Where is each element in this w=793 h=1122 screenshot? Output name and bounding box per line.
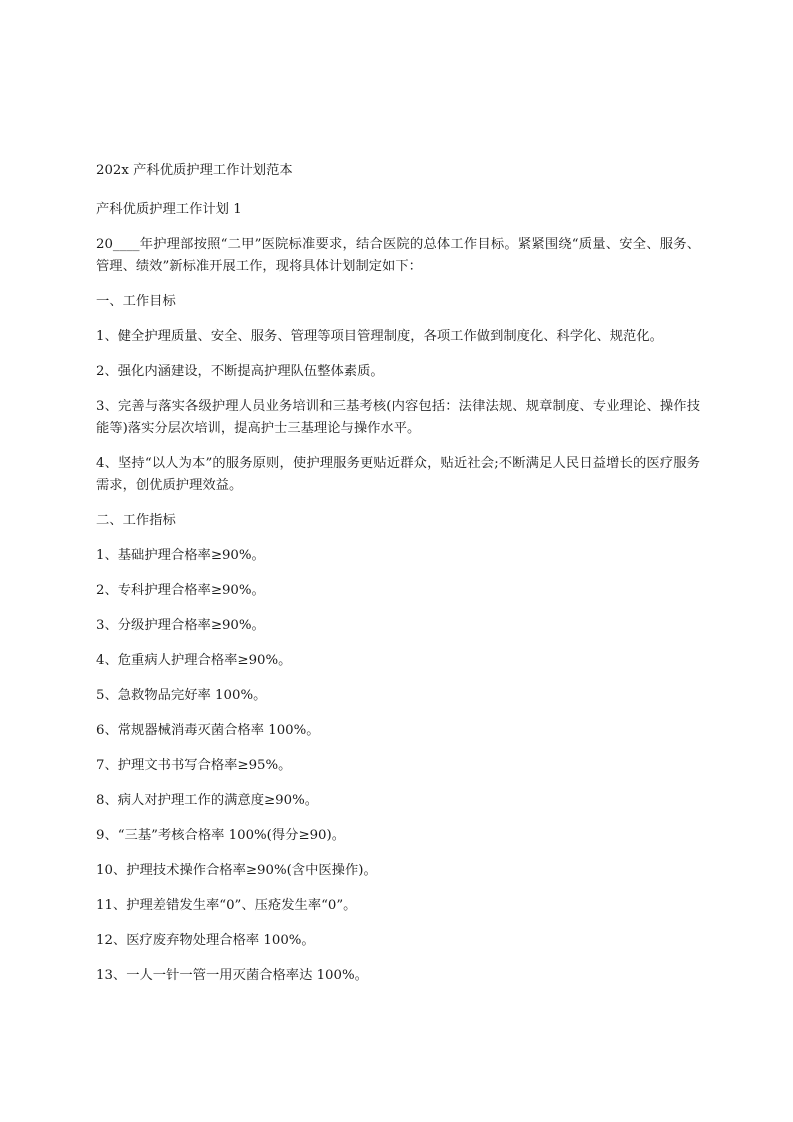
indicator-item: 4、危重病人护理合格率≥90%。 bbox=[96, 653, 292, 668]
indicator-item: 9、“三基”考核合格率 100%(得分≥90)。 bbox=[96, 828, 345, 843]
indicator-item: 13、一人一针一管一用灭菌合格率达 100%。 bbox=[96, 968, 368, 983]
goal-item: 2、强化内涵建设，不断提高护理队伍整体素质。 bbox=[96, 364, 384, 379]
goal-item: 1、健全护理质量、安全、服务、管理等项目管理制度，各项工作做到制度化、科学化、规范化。 bbox=[96, 329, 663, 344]
document-body bbox=[96, 160, 700, 1000]
intro-paragraph: 20____年护理部按照“二甲”医院标准要求，结合医院的总体工作目标。紧紧围绕“质量、安全、服务、管理、绩效”新标准开展工作，现将具体计划制定如下： bbox=[96, 237, 700, 274]
indicator-item: 1、基础护理合格率≥90%。 bbox=[96, 548, 265, 563]
indicator-item: 2、专科护理合格率≥90%。 bbox=[96, 583, 265, 598]
indicator-item: 10、护理技术操作合格率≥90%(含中医操作)。 bbox=[96, 863, 377, 878]
document-title: 202x 产科优质护理工作计划范本 bbox=[96, 163, 293, 178]
indicator-item: 8、病人对护理工作的满意度≥90%。 bbox=[96, 793, 319, 808]
indicator-item: 6、常规器械消毒灭菌合格率 100%。 bbox=[96, 723, 320, 738]
goal-item: 3、完善与落实各级护理人员业务培训和三基考核(内容包括：法律法规、规章制度、专业理论、操作技能等)落实分层次培训，提高护士三基理论与操作水平。 bbox=[96, 399, 700, 436]
indicator-item: 11、护理差错发生率“0”、压疮发生率“0”。 bbox=[96, 898, 357, 913]
indicator-item: 7、护理文书书写合格率≥95%。 bbox=[96, 758, 292, 773]
indicator-item: 3、分级护理合格率≥90%。 bbox=[96, 618, 265, 633]
section-heading-goals: 一、工作目标 bbox=[96, 294, 176, 309]
section-heading-indicators: 二、工作指标 bbox=[96, 513, 176, 528]
indicator-item: 12、医疗废弃物处理合格率 100%。 bbox=[96, 933, 315, 948]
indicator-item: 5、急救物品完好率 100%。 bbox=[96, 688, 267, 703]
goal-item: 4、坚持“以人为本”的服务原则，使护理服务更贴近群众，贴近社会;不断满足人民日益增长的医疗服务需求，创优质护理效益。 bbox=[96, 456, 700, 493]
document-subtitle: 产科优质护理工作计划 1 bbox=[96, 202, 242, 217]
